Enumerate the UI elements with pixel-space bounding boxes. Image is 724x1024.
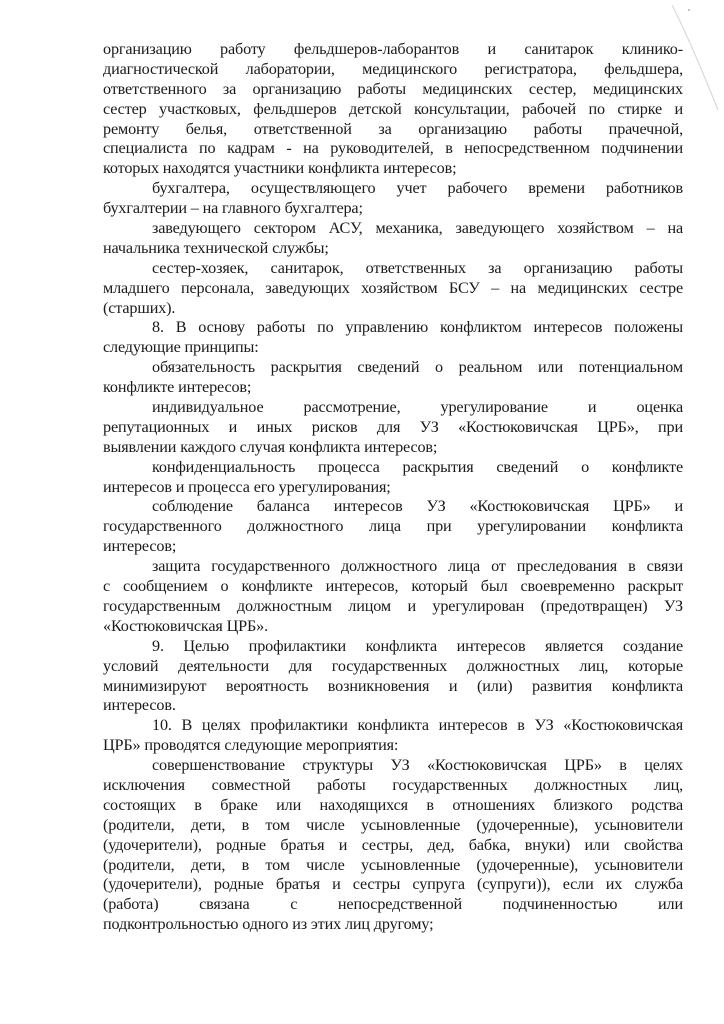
text-line: репутационных и иных рисков для УЗ «Костюковичская ЦРБ», при bbox=[103, 417, 683, 436]
text-line: с сообщением о конфликте интересов, который был своевременно раскрыт bbox=[103, 577, 683, 596]
text-line: диагностической лаборатории, медицинского регистратора, фельдшера, bbox=[103, 59, 683, 78]
text-line: интересов. bbox=[103, 696, 176, 715]
text-line: 10. В целях профилактики конфликта интересов в УЗ «Костюковичская bbox=[152, 716, 683, 735]
text-line: ремонту белья, ответственной за организацию работы прачечной, bbox=[103, 119, 683, 138]
text-line: обязательность раскрытия сведений о реальном или потенциальном bbox=[152, 358, 683, 377]
text-line: (родители, дети, в том числе усыновленные (удочеренные), усыновители bbox=[103, 815, 683, 834]
text-line: государственного должностного лица при урегулировании конфликта bbox=[103, 517, 683, 536]
text-line: исключения совместной работы государственных должностных лиц, bbox=[103, 775, 683, 794]
text-line: индивидуальное рассмотрение, урегулирование и оценка bbox=[152, 398, 683, 417]
text-line: бухгалтера, осуществляющего учет рабочего времени работников bbox=[152, 179, 683, 198]
text-line: младшего персонала, заведующих хозяйством БСУ – на медицинских сестре bbox=[103, 278, 683, 297]
text-line: (удочерители), родные братья и сестры супруга (супруги)), если их служба bbox=[103, 875, 683, 894]
text-line: сестер участковых, фельдшеров детской консультации, рабочей по стирке и bbox=[103, 99, 683, 118]
document-body bbox=[103, 40, 683, 935]
text-line: конфликте интересов; bbox=[103, 378, 252, 397]
text-line: интересов; bbox=[103, 537, 177, 556]
text-line: организацию работу фельдшеров-лаборантов и санитарок клинико- bbox=[103, 40, 683, 58]
text-line: следующие принципы: bbox=[103, 338, 259, 357]
text-line: которых находятся участники конфликта интересов; bbox=[103, 159, 457, 178]
text-line: сестер-хозяек, санитарок, ответственных за организацию работы bbox=[152, 258, 683, 277]
text-line: конфиденциальность процесса раскрытия сведений о конфликте bbox=[152, 457, 683, 476]
text-line: защита государственного должностного лица от преследования в связи bbox=[152, 557, 683, 576]
text-line: (старших). bbox=[103, 298, 176, 317]
text-line: (родители, дети, в том числе усыновленные (удочеренные), усыновители bbox=[103, 855, 683, 874]
text-line: ответственного за организацию работы медицинских сестер, медицинских bbox=[103, 79, 683, 98]
text-line: условий деятельности для государственных должностных лиц, которые bbox=[103, 656, 683, 675]
text-line: ЦРБ» проводятся следующие мероприятия: bbox=[103, 736, 399, 755]
text-line: минимизируют вероятность возникновения и (или) развития конфликта bbox=[103, 676, 683, 695]
text-line: специалиста по кадрам - на руководителей, в непосредственном подчинении bbox=[103, 139, 683, 158]
text-line: подконтрольностью одного из этих лиц другому; bbox=[103, 915, 434, 934]
text-line: бухгалтерии – на главного бухгалтера; bbox=[103, 199, 363, 218]
text-line: совершенствование структуры УЗ «Костюковичская ЦРБ» в целях bbox=[152, 756, 683, 775]
text-line: «Костюковичская ЦРБ». bbox=[103, 616, 268, 635]
text-line: государственным должностным лицом и урегулирован (предотвращен) УЗ bbox=[103, 596, 683, 615]
text-line: состоящих в браке или находящихся в отношениях близкого родства bbox=[103, 795, 683, 814]
text-line: 9. Целью профилактики конфликта интересов является создание bbox=[152, 636, 683, 655]
text-line: (работа) связана с непосредственной подчиненностью или bbox=[103, 895, 683, 914]
text-line: соблюдение баланса интересов УЗ «Костюковичская ЦРБ» и bbox=[152, 497, 683, 516]
text-line: (удочерители), родные братья и сестры, дед, бабка, внуки) или свойства bbox=[103, 835, 683, 854]
text-line: начальника технической службы; bbox=[103, 238, 329, 257]
text-line: заведующего сектором АСУ, механика, заведующего хозяйством – на bbox=[152, 219, 683, 238]
text-line: 8. В основу работы по управлению конфликтом интересов положены bbox=[152, 318, 683, 337]
text-line: выявлении каждого случая конфликта интересов; bbox=[103, 437, 438, 456]
text-line: интересов и процесса его урегулирования; bbox=[103, 477, 391, 496]
